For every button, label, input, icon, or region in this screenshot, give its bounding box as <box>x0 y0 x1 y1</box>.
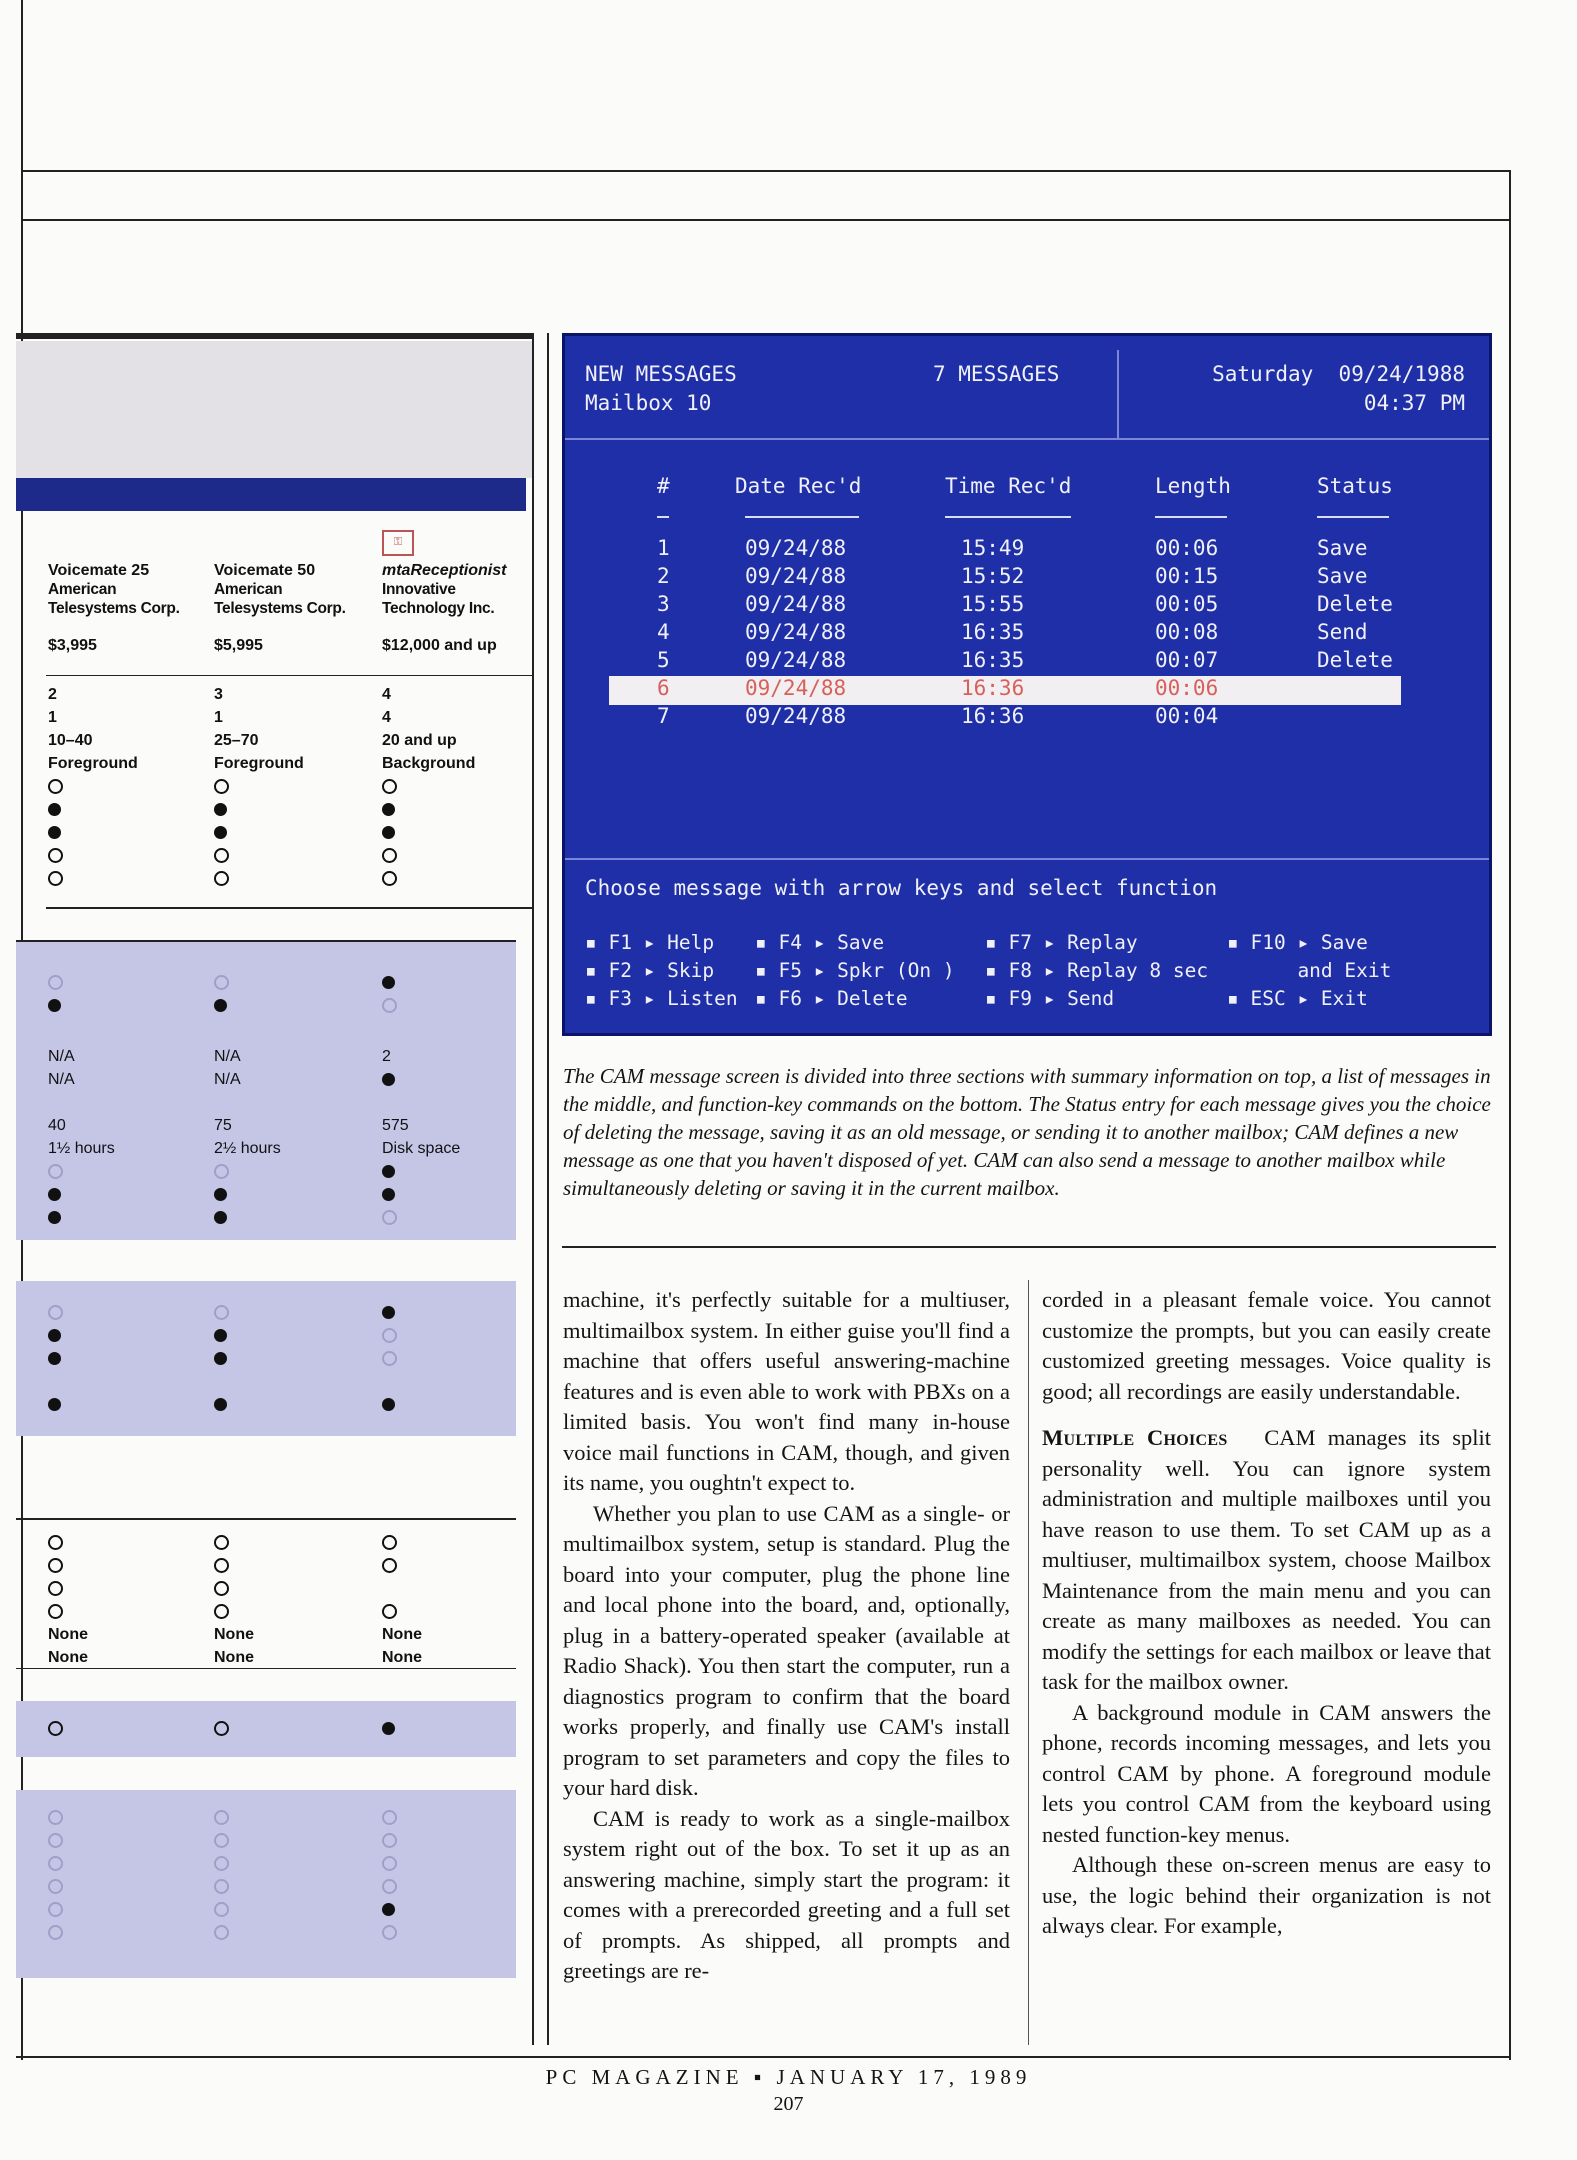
feature-dot <box>214 775 304 798</box>
table-cell: Background <box>382 755 476 772</box>
table-cell: 4 <box>382 709 391 726</box>
table-cell: Foreground <box>214 755 304 772</box>
function-key-item[interactable]: and Exit <box>1227 959 1392 982</box>
message-cell-date[interactable]: 09/24/88 <box>745 592 847 616</box>
bottom-rule <box>16 2056 1510 2058</box>
paragraph: Although these on-screen menus are easy to use, the logic behind their organization is not always clear. For example, <box>1042 1852 1491 1938</box>
product-company: American <box>48 581 117 598</box>
spacer <box>382 1091 460 1114</box>
column-header-length: Length <box>1155 474 1231 498</box>
group5-col3 <box>382 1531 422 1669</box>
table-rule-5 <box>16 1668 516 1669</box>
table-cell: 4 <box>382 686 391 703</box>
feature-dot <box>214 1324 229 1347</box>
group4-col1 <box>48 1301 63 1416</box>
message-cell-length[interactable]: 00:08 <box>1155 620 1219 644</box>
table-cell: None <box>214 1649 254 1666</box>
feature-dot <box>214 1206 281 1229</box>
message-cell-num[interactable]: 2 <box>657 564 670 588</box>
underline-time <box>945 516 1071 518</box>
message-cell-time[interactable]: 16:35 <box>961 648 1025 672</box>
spacer <box>214 1091 281 1114</box>
function-key-item[interactable]: ▪ F6 ▸ Delete <box>755 987 908 1010</box>
group4-col3 <box>382 1301 397 1416</box>
message-cell-time[interactable]: 16:36 <box>961 704 1025 728</box>
article-column-1 <box>563 1285 1010 1987</box>
feature-dot <box>48 1554 88 1577</box>
table-cell: Disk space <box>382 1140 461 1157</box>
table-cell: N/A <box>48 1071 75 1088</box>
message-cell-num[interactable]: 1 <box>657 536 670 560</box>
feature-dot <box>48 1852 63 1875</box>
column-header-time: Time Rec'd <box>945 474 1072 498</box>
table-cell: 20 and up <box>382 732 457 749</box>
table-rule-2 <box>46 907 532 909</box>
group1-col3 <box>382 683 475 890</box>
feature-dot <box>382 1806 397 1829</box>
feature-dot <box>48 1393 63 1416</box>
message-cell-num[interactable]: 7 <box>657 704 670 728</box>
message-cell-date[interactable]: 09/24/88 <box>745 620 847 644</box>
feature-dot <box>48 1921 63 1944</box>
screen-date: Saturday 09/24/1988 <box>1212 362 1465 386</box>
group2-col1 <box>48 971 63 1017</box>
function-key-item[interactable]: ▪ F1 ▸ Help <box>585 931 715 954</box>
feature-dot <box>382 1829 397 1852</box>
message-cell-length[interactable]: 00:07 <box>1155 648 1219 672</box>
screen-time: 04:37 PM <box>1363 391 1465 415</box>
product-price: $5,995 <box>214 637 263 654</box>
shaded-band-3 <box>16 1701 516 1757</box>
feature-dot <box>382 1921 397 1944</box>
table-header-bar <box>16 478 526 511</box>
message-cell-date[interactable]: 09/24/88 <box>745 648 847 672</box>
column-header-status: Status <box>1317 474 1393 498</box>
table-cell: 2½ hours <box>214 1140 281 1157</box>
message-cell-length[interactable]: 00:05 <box>1155 592 1219 616</box>
screen-prompt: Choose message with arrow keys and select function <box>585 876 1218 900</box>
feature-dot <box>48 1531 88 1554</box>
underline-num <box>657 516 669 518</box>
table-cell: None <box>214 1626 254 1643</box>
table-cell: 10–40 <box>48 732 93 749</box>
screen-title-left2: Mailbox 10 <box>585 391 712 415</box>
feature-dot <box>48 1829 63 1852</box>
feature-dot <box>214 798 304 821</box>
figure-caption: The CAM message screen is divided into three sections with summary information on top, a list of messages in the middle, and function-key commands on the bottom. The Status entry for each message gives you the choice of deleting the message, saving it as an old message, or sending it to another mailbox; CAM defines a new message as one that you haven't disposed of yet. CAM can also send a message to another mailbox while simultaneously deleting or saving it in the current mailbox. <box>563 1064 1491 1200</box>
top-box-rule-lower <box>21 219 1511 221</box>
paragraph-with-head <box>1042 1423 1491 1698</box>
message-cell-length[interactable]: 00:15 <box>1155 564 1219 588</box>
feature-dot <box>214 1160 281 1183</box>
feature-dot <box>214 1829 229 1852</box>
feature-dot <box>214 994 229 1017</box>
table-cell: 3 <box>214 686 223 703</box>
feature-dot <box>48 1347 63 1370</box>
message-cell-num[interactable]: 5 <box>657 648 670 672</box>
function-key-item[interactable]: ▪ F5 ▸ Spkr (On ) <box>755 959 955 982</box>
function-key-item[interactable]: ▪ F8 ▸ Replay 8 sec <box>985 959 1209 982</box>
feature-dot <box>214 1921 229 1944</box>
feature-dot <box>214 1301 229 1324</box>
feature-dot <box>382 1717 395 1740</box>
spacer <box>48 1370 63 1393</box>
feature-dot <box>48 1717 63 1740</box>
feature-dot <box>214 1554 254 1577</box>
paragraph: machine, it's perfectly suitable for a multiuser, multimailbox system. In either guise you'll find a machine that offers useful answering-machine features and is even able to work with PBXs on a limited basis. You won't find many in-house voice mail functions in CAM, though, and given its name, you oughtn't expect to. <box>563 1287 1010 1495</box>
cam-message-screen <box>562 333 1492 1036</box>
message-cell-time[interactable]: 16:36 <box>961 676 1025 700</box>
spacer <box>382 1577 422 1600</box>
product-company: American <box>214 581 283 598</box>
feature-dot <box>214 821 304 844</box>
message-cell-length[interactable]: 00:06 <box>1155 676 1219 700</box>
message-cell-date[interactable]: 09/24/88 <box>745 704 847 728</box>
product-price: $12,000 and up <box>382 637 497 654</box>
feature-dot <box>214 1852 229 1875</box>
feature-dot <box>214 1806 229 1829</box>
column-header-date: Date Rec'd <box>735 474 862 498</box>
feature-dot <box>382 821 475 844</box>
function-key-item[interactable]: ▪ F7 ▸ Replay <box>985 931 1138 954</box>
feature-dot <box>214 1875 229 1898</box>
feature-dot <box>214 1347 229 1370</box>
feature-dot <box>48 1875 63 1898</box>
paragraph: CAM is ready to work as a single-mailbox system right out of the box. To set it up as an answering machine, simply start the program: it comes with a prerecorded greeting and a full set of prompts. As shipped, all prompts and greetings are re- <box>563 1805 1010 1983</box>
group7-col2 <box>214 1806 229 1944</box>
feature-dot <box>382 1301 397 1324</box>
paragraph: corded in a pleasant female voice. You cannot customize the prompts, but you can easily create customized greeting messages. Voice quality is good; all recordings are easily understandable. <box>1042 1287 1491 1404</box>
feature-dot <box>48 1806 63 1829</box>
feature-dot <box>382 1875 397 1898</box>
feature-dot <box>214 1717 229 1740</box>
feature-dot <box>382 1554 422 1577</box>
message-cell-date[interactable]: 09/24/88 <box>745 564 847 588</box>
feature-dot <box>382 1160 460 1183</box>
table-cell: None <box>48 1649 88 1666</box>
feature-dot <box>382 798 475 821</box>
table-cell: 1 <box>48 709 57 726</box>
comparison-table <box>16 333 532 2033</box>
function-key-item[interactable]: ▪ F3 ▸ Listen <box>585 987 738 1010</box>
table-cell: N/A <box>48 1048 75 1065</box>
product-price: $3,995 <box>48 637 97 654</box>
message-cell-num[interactable]: 3 <box>657 592 670 616</box>
feature-dot <box>382 1852 397 1875</box>
column-gutter-rule <box>1028 1280 1029 2045</box>
feature-dot <box>214 1898 229 1921</box>
table-cell: None <box>382 1649 422 1666</box>
feature-dot <box>214 1600 254 1623</box>
message-cell-status[interactable]: Delete <box>1317 648 1393 672</box>
spacer <box>48 1091 115 1114</box>
feature-dot <box>214 1531 254 1554</box>
paragraph-text: CAM manages its split personality well. You can ignore system administration and multiple mailboxes until you have reason to use them. To set CAM up as a multiuser, multimailbox system, choose Mailbox Maintenance from the main menu and you can create as many mailboxes as needed. You can modify the settings for each mailbox or leave that task for the mailbox owner. <box>1042 1425 1492 1694</box>
function-key-item[interactable]: ▪ F4 ▸ Save <box>755 931 885 954</box>
table-column-voicemate25 <box>48 561 208 657</box>
feature-dot <box>48 867 138 890</box>
message-cell-length[interactable]: 00:04 <box>1155 704 1219 728</box>
table-cell: 25–70 <box>214 732 259 749</box>
message-cell-date[interactable]: 09/24/88 <box>745 536 847 560</box>
table-cell: Foreground <box>48 755 138 772</box>
underline-date <box>745 516 859 518</box>
function-key-item[interactable]: ▪ F9 ▸ Send <box>985 987 1115 1010</box>
table-cell: 75 <box>214 1117 232 1134</box>
table-column-voicemate50 <box>214 561 374 657</box>
group7-col3 <box>382 1806 397 1944</box>
table-cell: 575 <box>382 1117 409 1134</box>
feature-dot <box>48 1600 88 1623</box>
feature-dot <box>382 1068 460 1091</box>
screen-left-rule <box>547 333 549 2045</box>
feature-dot <box>382 844 475 867</box>
feature-dot <box>48 798 138 821</box>
feature-dot <box>48 1206 115 1229</box>
message-cell-status[interactable]: Delete <box>1317 592 1393 616</box>
table-cell: 2 <box>382 1048 391 1065</box>
table-rule-3 <box>16 940 516 942</box>
shaded-band-4 <box>16 1790 516 1978</box>
group5-col2 <box>214 1531 254 1669</box>
product-company: Telesystems Corp. <box>48 600 180 617</box>
page-right-rule <box>1509 170 1511 2060</box>
group5-col1 <box>48 1531 88 1669</box>
feature-dot <box>48 1301 63 1324</box>
table-header-grey <box>16 341 532 478</box>
feature-dot <box>214 1183 281 1206</box>
table-cell: 2 <box>48 686 57 703</box>
feature-dot <box>48 971 63 994</box>
table-cell: 1 <box>214 709 223 726</box>
screen-title-left1: NEW MESSAGES <box>585 362 737 386</box>
feature-dot <box>48 994 63 1017</box>
table-column-receptionist <box>382 561 532 657</box>
function-key-item[interactable]: ▪ F2 ▸ Skip <box>585 959 715 982</box>
message-cell-time[interactable]: 16:35 <box>961 620 1025 644</box>
group1-col1 <box>48 683 138 890</box>
feature-dot <box>382 1206 460 1229</box>
group2-col3 <box>382 971 397 1017</box>
paragraph: Whether you plan to use CAM as a single- or multimailbox system, setup is standard. Plug the board into your computer, plug the phone line and local phone into the board, and, optionally, plug in a battery-operated speaker (available at Radio Shack). You then start the computer, run a diagnostics program to confirm that the board works properly, and finally use CAM's install program to set parameters and copy the files to your hard disk. <box>563 1500 1010 1800</box>
feature-dot <box>214 867 304 890</box>
product-name: Voicemate 25 <box>48 562 150 579</box>
spacer <box>382 1370 397 1393</box>
product-logo-icon: ⚿ <box>382 530 414 556</box>
shaded-band-2 <box>16 1281 516 1436</box>
feature-dot <box>48 1160 115 1183</box>
feature-dot <box>48 1898 63 1921</box>
paragraph: A background module in CAM answers the phone, records incoming messages, and lets you control CAM by phone. A foreground module lets you control CAM from the keyboard using nested function-key menus. <box>1042 1699 1491 1847</box>
product-company: Innovative <box>382 581 456 598</box>
group3-col3 <box>382 1045 460 1229</box>
feature-dot <box>48 1183 115 1206</box>
message-cell-time[interactable]: 15:52 <box>961 564 1025 588</box>
function-key-item[interactable]: ▪ ESC ▸ Exit <box>1227 987 1368 1010</box>
feature-dot <box>48 1324 63 1347</box>
top-box-rule-upper <box>21 170 1511 172</box>
page-number: 207 <box>773 2093 804 2115</box>
message-cell-status[interactable]: Save <box>1317 564 1368 588</box>
table-right-rule <box>532 333 534 2045</box>
group7-col1 <box>48 1806 63 1944</box>
table-cell: None <box>382 1626 422 1643</box>
feature-dot <box>48 775 138 798</box>
underline-status <box>1317 516 1389 518</box>
header-divider <box>565 438 1489 440</box>
feature-dot <box>214 844 304 867</box>
screen-title-center: 7 MESSAGES <box>933 362 1060 386</box>
feature-dot <box>382 1393 397 1416</box>
table-rule-1 <box>46 675 532 676</box>
feature-dot <box>382 1324 397 1347</box>
feature-dot <box>48 844 138 867</box>
header-divider-vertical <box>1117 350 1119 438</box>
section-heading: Multiple Choices <box>1042 1425 1228 1450</box>
feature-dot <box>48 821 138 844</box>
feature-dot <box>214 1577 254 1600</box>
feature-dot <box>382 867 475 890</box>
feature-dot <box>48 1577 88 1600</box>
feature-dot <box>382 1898 397 1921</box>
magazine-footer: PC MAGAZINE ▪ JANUARY 17, 1989 <box>545 2065 1032 2089</box>
feature-dot <box>382 1183 460 1206</box>
table-cell: N/A <box>214 1071 241 1088</box>
feature-dot <box>214 1393 229 1416</box>
group1-col2 <box>214 683 304 890</box>
table-rule-4 <box>16 1518 516 1520</box>
message-cell-time[interactable]: 15:55 <box>961 592 1025 616</box>
feature-dot <box>382 1347 397 1370</box>
table-cell: 1½ hours <box>48 1140 115 1157</box>
product-company: Telesystems Corp. <box>214 600 346 617</box>
message-cell-num[interactable]: 4 <box>657 620 670 644</box>
message-cell-date[interactable]: 09/24/88 <box>745 676 847 700</box>
message-cell-status[interactable]: Send <box>1317 620 1368 644</box>
table-cell: None <box>48 1626 88 1643</box>
feature-dot <box>382 1600 422 1623</box>
table-top-rule <box>16 333 532 339</box>
group3-col2 <box>214 1045 281 1229</box>
caption-bottom-rule <box>562 1246 1496 1248</box>
message-cell-length[interactable]: 00:06 <box>1155 536 1219 560</box>
message-cell-num[interactable]: 6 <box>657 676 670 700</box>
product-name: mtaReceptionist <box>382 562 507 579</box>
group4-col2 <box>214 1301 229 1416</box>
group2-col2 <box>214 971 229 1017</box>
footer-divider <box>565 858 1489 860</box>
feature-dot <box>382 994 397 1017</box>
message-cell-status[interactable]: Save <box>1317 536 1368 560</box>
feature-dot <box>214 971 229 994</box>
product-name: Voicemate 50 <box>214 562 316 579</box>
product-company: Technology Inc. <box>382 600 495 617</box>
table-cell: N/A <box>214 1048 241 1065</box>
column-header-num: # <box>657 474 670 498</box>
feature-dot <box>382 1531 422 1554</box>
feature-dot <box>382 775 475 798</box>
underline-length <box>1155 516 1227 518</box>
spacer <box>214 1370 229 1393</box>
table-cell: 40 <box>48 1117 66 1134</box>
function-key-item[interactable]: ▪ F10 ▸ Save <box>1227 931 1368 954</box>
message-cell-time[interactable]: 15:49 <box>961 536 1025 560</box>
group3-col1 <box>48 1045 115 1229</box>
feature-dot <box>382 971 397 994</box>
article-column-2 <box>1042 1285 1491 1942</box>
